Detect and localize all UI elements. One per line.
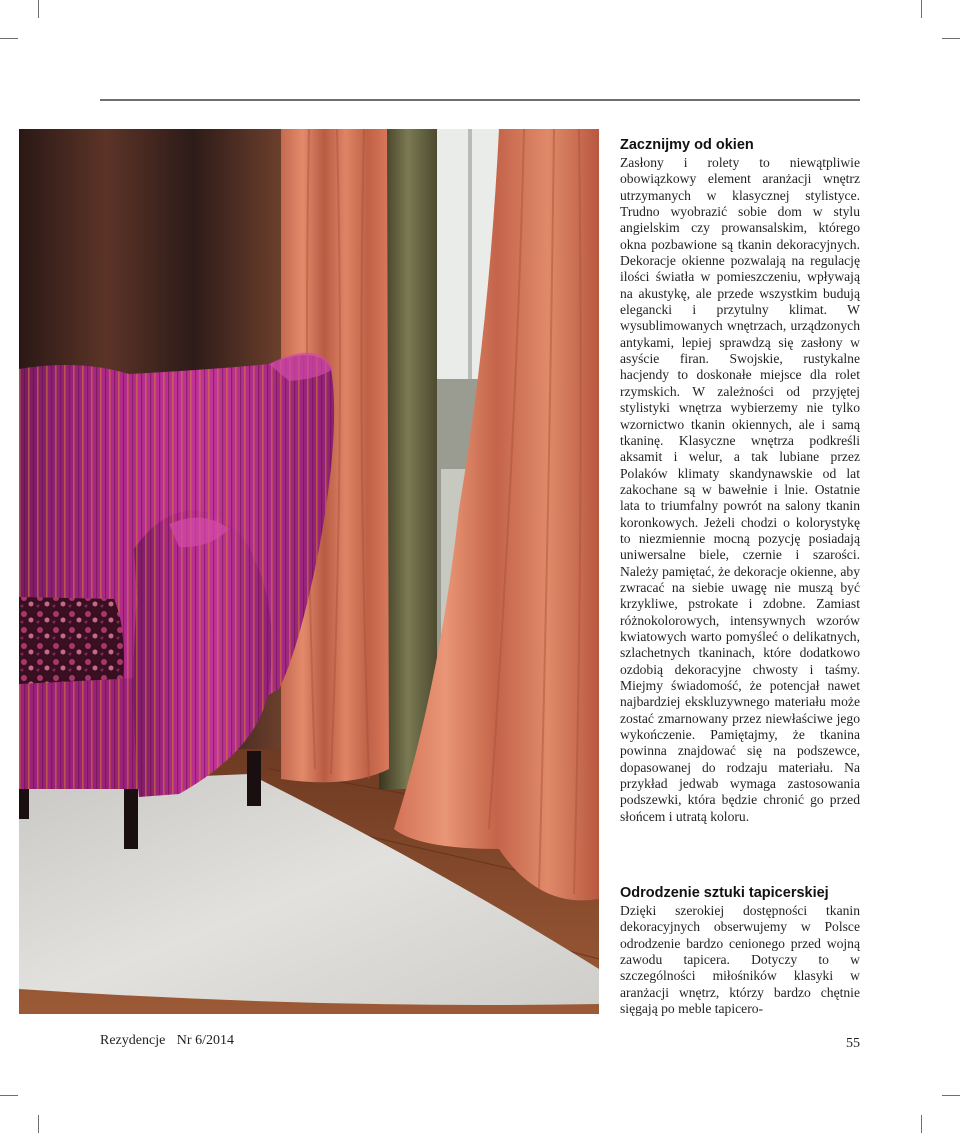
section-heading: Odrodzenie sztuki tapicerskiej — [620, 885, 829, 901]
crop-mark — [38, 1115, 39, 1133]
section-body-text: Dzięki szerokiej dostępności tkanin dekoracyjnych obserwujemy w Polsce odrodzenie bardzo cenionego przed wojną zawodu tapicera. Dotyczy to w szczególności miłośników klasyki w aranżacji wnętrz, którzy bardzo chętnie sięgają po meble tapicero- — [620, 903, 860, 1017]
crop-mark — [921, 1115, 922, 1133]
crop-mark — [921, 0, 922, 18]
issue-label: Nr 6/2014 — [176, 1033, 234, 1048]
header-rule — [100, 99, 860, 101]
magazine-footer — [100, 1033, 242, 1049]
armchair-curtains-photo — [19, 129, 599, 1014]
crop-mark — [942, 1095, 960, 1096]
crop-mark — [38, 0, 39, 18]
page-number: 55 — [846, 1036, 860, 1051]
crop-mark — [942, 38, 960, 39]
crop-mark — [0, 1095, 18, 1096]
magazine-title: Rezydencje — [100, 1033, 166, 1048]
section-body-text: Zasłony i rolety to niewątpliwie obowiązkowy element aranżacji wnętrz utrzymanych w klasycznej stylistyce. Trudno wyobrazić sobie dom w stylu angielskim czy prowansalskim, którego okna pozbawione są tkanin dekoracyjnych. Dekoracje okienne pozwalają na regulację ilości światła w pomieszczeniu, wpływają na akustykę, ale przede wszystkim budują elegancki i przytulny klimat. W wysublimowanych wnętrzach, urządzonych antykami, lepiej sprawdzą się zasłony w asyście firan. Swojskie, rustykalne hacjendy to doskonałe miejsce dla rolet rzymskich. W zależności od przyjętej stylistyki wnętrza wybierzemy nie tylko wzornictwo tkanin okiennych, ale i samą tkaninę. Klasyczne wnętrza podkreśli aksamit i welur, a tak lubiane przez Polaków klimaty skandynawskie od lat zakochane są w bawełnie i lnie. Ostatnie lata to triumfalny powrót na salony tkanin koronkowych. Jeżeli chodzi o kolorystykę to niezmiennie mocną pozycję posiadają uniwersalne biele, czernie i szarości. Należy pamiętać, że dekoracje okienne, aby zwracać na siebie uwagę nie muszą być krzykliwe, pstrokate i zdobne. Zamiast różnokolorowych, intensywnych wzorów kwiatowych warto pomyśleć o delikatnych, szlachetnych tkaninach, które dodatkowo ozdobią dekoracyjne chwosty i taśmy. Miejmy świadomość, że potencjał nawet najbardziej ekskluzywnego materiału może zostać zmarnowany przez niewłaściwe jego wykończenie. Pamiętajmy, że tkanina powinna znajdować się na podszewce, dopasowanej do rodzaju materiału. Na przykład jedwab wymaga zastosowania podszewki, która będzie chronić go przed słońcem i utratą koloru. — [620, 155, 860, 824]
article-section-window-decor — [620, 136, 860, 825]
article-section-upholstery — [620, 884, 860, 1017]
crop-mark — [0, 38, 18, 39]
section-heading: Zacznijmy od okien — [620, 137, 754, 153]
